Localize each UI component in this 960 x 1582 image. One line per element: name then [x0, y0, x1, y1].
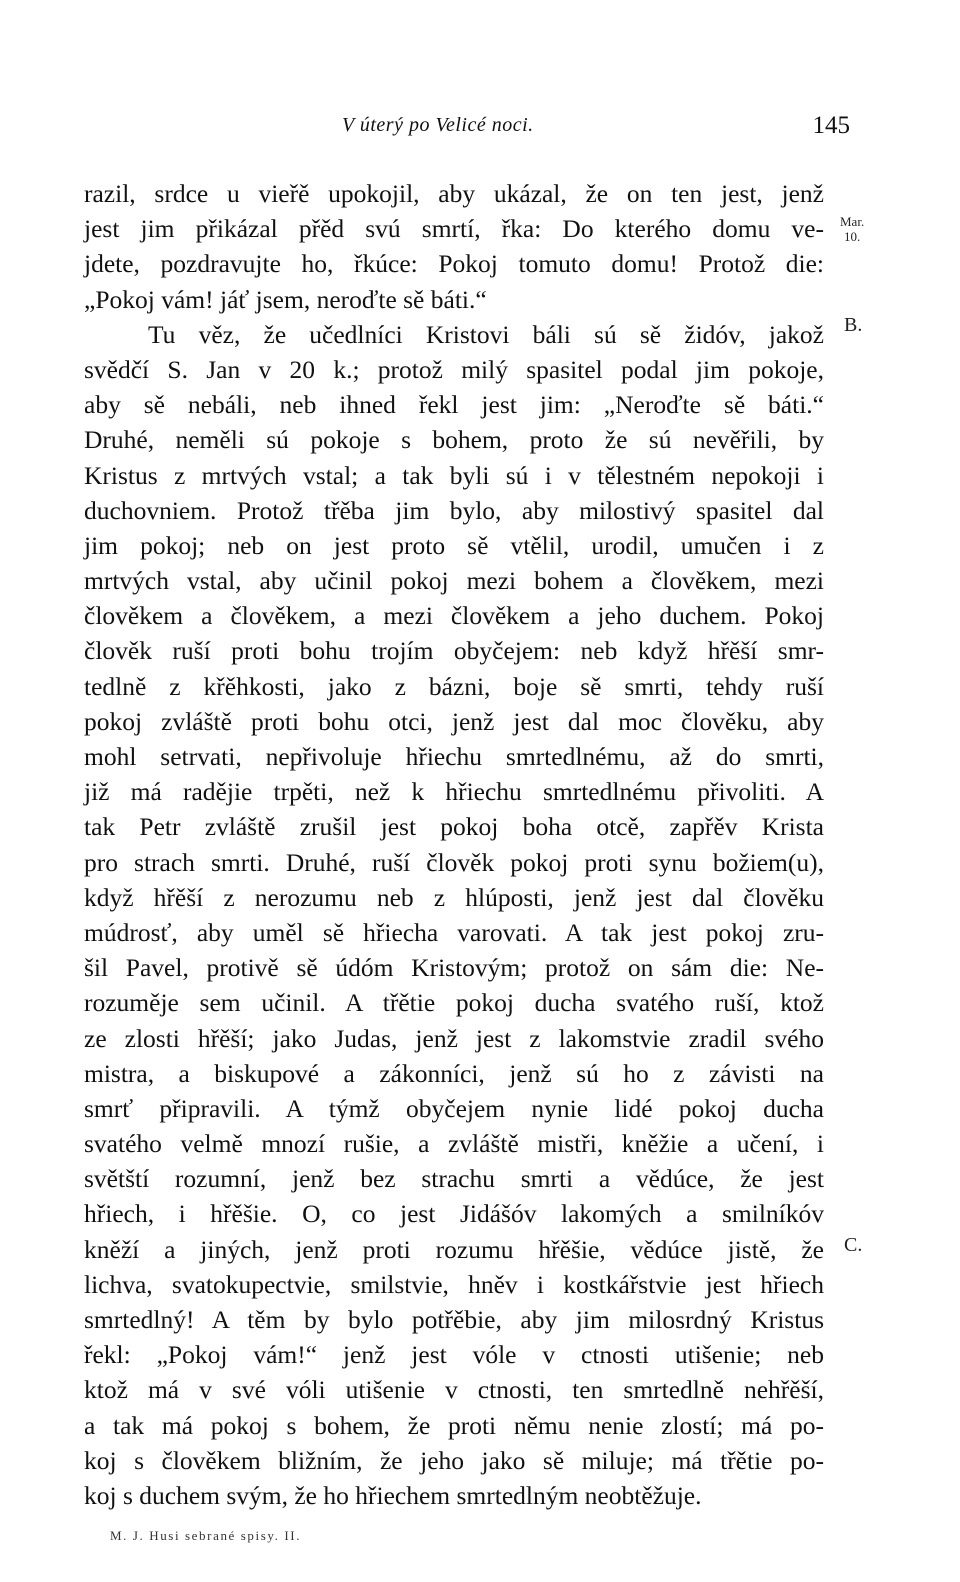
- text-line: svatého velmě mnozí rušie, a zvláště mistři, kněžie a učení, i: [84, 1129, 824, 1159]
- text-line: smrť připravili. A týmž obyčejem nynie lidé pokoj ducha: [84, 1093, 824, 1123]
- text-line: pro strach smrti. Druhé, ruší člověk pokoj proti synu božiem(u),: [84, 847, 824, 877]
- page-number: 145: [812, 112, 850, 139]
- text-line: řekl: „Pokoj vám!“ jenž jest vóle v ctnosti utišenie; neb: [84, 1340, 824, 1370]
- section-marker-c: C.: [844, 1234, 863, 1256]
- text-line: mistra, a biskupové a zákonníci, jenž sú ho z závisti na: [84, 1058, 824, 1088]
- text-line: mohl setrvati, nepřivoluje hřiechu smrtedlnému, až do smrti,: [84, 742, 824, 771]
- text-line: smrtedlný! A těm by bylo potřěbie, aby jim milosrdný Kristus: [84, 1305, 824, 1334]
- text-line: člověk ruší proti bohu trojím obyčejem: neb když hřěší smr-: [84, 636, 824, 666]
- text-line: pokoj zvláště proti bohu otci, jenž jest dal moc člověku, aby: [84, 706, 824, 736]
- printer-signature: M. J. Husi sebrané spisy. II.: [110, 1528, 302, 1543]
- text-line: múdrosť, aby uměl sě hřiecha varovati. A tak jest pokoj zru-: [84, 917, 824, 947]
- text-line: ze zlosti hřěší; jako Judas, jenž jest z lakomstvie zradil svého: [84, 1023, 824, 1053]
- text-line: Tu věz, že učedlníci Kristovi báli sú sě židóv, jakož: [148, 319, 824, 349]
- text-line: a tak má pokoj s bohem, že proti němu nenie zlostí; má po-: [84, 1410, 824, 1440]
- text-line: šil Pavel, protivě sě údóm Kristovým; protož on sám die: Ne-: [84, 953, 824, 983]
- text-line: člověkem a člověkem, a mezi člověkem a jeho duchem. Pokoj: [84, 601, 824, 631]
- text-line: Kristus z mrtvých vstal; a tak byli sú i v tělestném nepokoji i: [84, 460, 824, 490]
- text-line: hřiech, i hřěšie. O, co jest Jidášóv lakomých a smilníkóv: [84, 1199, 824, 1229]
- text-line: razil, srdce u vieřě upokojil, aby ukázal, že on ten jest, jenž: [84, 179, 824, 208]
- text-line: světští rozumní, jenž bez strachu smrti a vědúce, že jest: [84, 1164, 824, 1194]
- text-line: duchovniem. Protož třěba jim bylo, aby milostivý spasitel dal: [84, 495, 824, 525]
- text-line: jest jim přikázal přěd svú smrtí, řka: Do kterého domu ve-: [84, 214, 824, 244]
- text-line: aby sě nebáli, neb ihned řekl jest jim: „Neroďte sě báti.“: [84, 390, 824, 420]
- text-line: tak Petr zvláště zrušil jest pokoj boha otcě, zapřěv Krista: [84, 812, 824, 842]
- text-line: Druhé, neměli sú pokoje s bohem, proto že sú nevěřili, by: [84, 425, 824, 455]
- text-line: když hřěší z nerozumu neb z hlúposti, jenž jest dal člověku: [84, 882, 824, 912]
- text-line: jdete, pozdravujte ho, řkúce: Pokoj tomuto domu! Protož die:: [84, 249, 824, 279]
- text-line: ktož má v své vóli utišenie v ctnosti, ten smrtedlně nehřěší,: [84, 1375, 824, 1405]
- text-line: rozuměje sem učinil. A třětie pokoj ducha svatého ruší, ktož: [84, 988, 824, 1018]
- text-line: koj s duchem svým, že ho hřiechem smrtedlným neobtěžuje.: [84, 1480, 702, 1510]
- text-line: jim pokoj; neb on jest proto sě vtělil, urodil, umučen i z: [84, 530, 824, 560]
- text-line: lichva, svatokupectvie, smilstvie, hněv i kostkářstvie jest hřiech: [84, 1269, 824, 1299]
- text-line: kněží a jiných, jenž proti rozumu hřěšie, vědúce jistě, že: [84, 1234, 824, 1264]
- text-line: koj s člověkem bližním, že jeho jako sě miluje; má třětie po-: [84, 1445, 824, 1475]
- margin-reference: [840, 214, 864, 244]
- text-line: svědčí S. Jan v 20 k.; protož milý spasitel podal jim pokoje,: [84, 354, 824, 384]
- section-marker-b: B.: [844, 314, 863, 336]
- margin-reference-chapter: 10.: [843, 229, 861, 244]
- page-header: [84, 104, 854, 144]
- running-title: V úterý po Velicé noci.: [342, 114, 534, 136]
- text-line: tedlně z křěhkosti, jako z bázni, boje sě smrti, tehdy ruší: [84, 671, 824, 701]
- margin-reference-book: Mar.: [840, 214, 865, 229]
- text-line: „Pokoj vám! jáť jsem, neroďte sě báti.“: [84, 284, 487, 314]
- text-line: mrtvých vstal, aby učinil pokoj mezi bohem a člověkem, mezi: [84, 566, 824, 596]
- text-line: již má radějie trpěti, než k hřiechu smrtedlnému přivoliti. A: [84, 777, 824, 807]
- body-text: [84, 176, 824, 1513]
